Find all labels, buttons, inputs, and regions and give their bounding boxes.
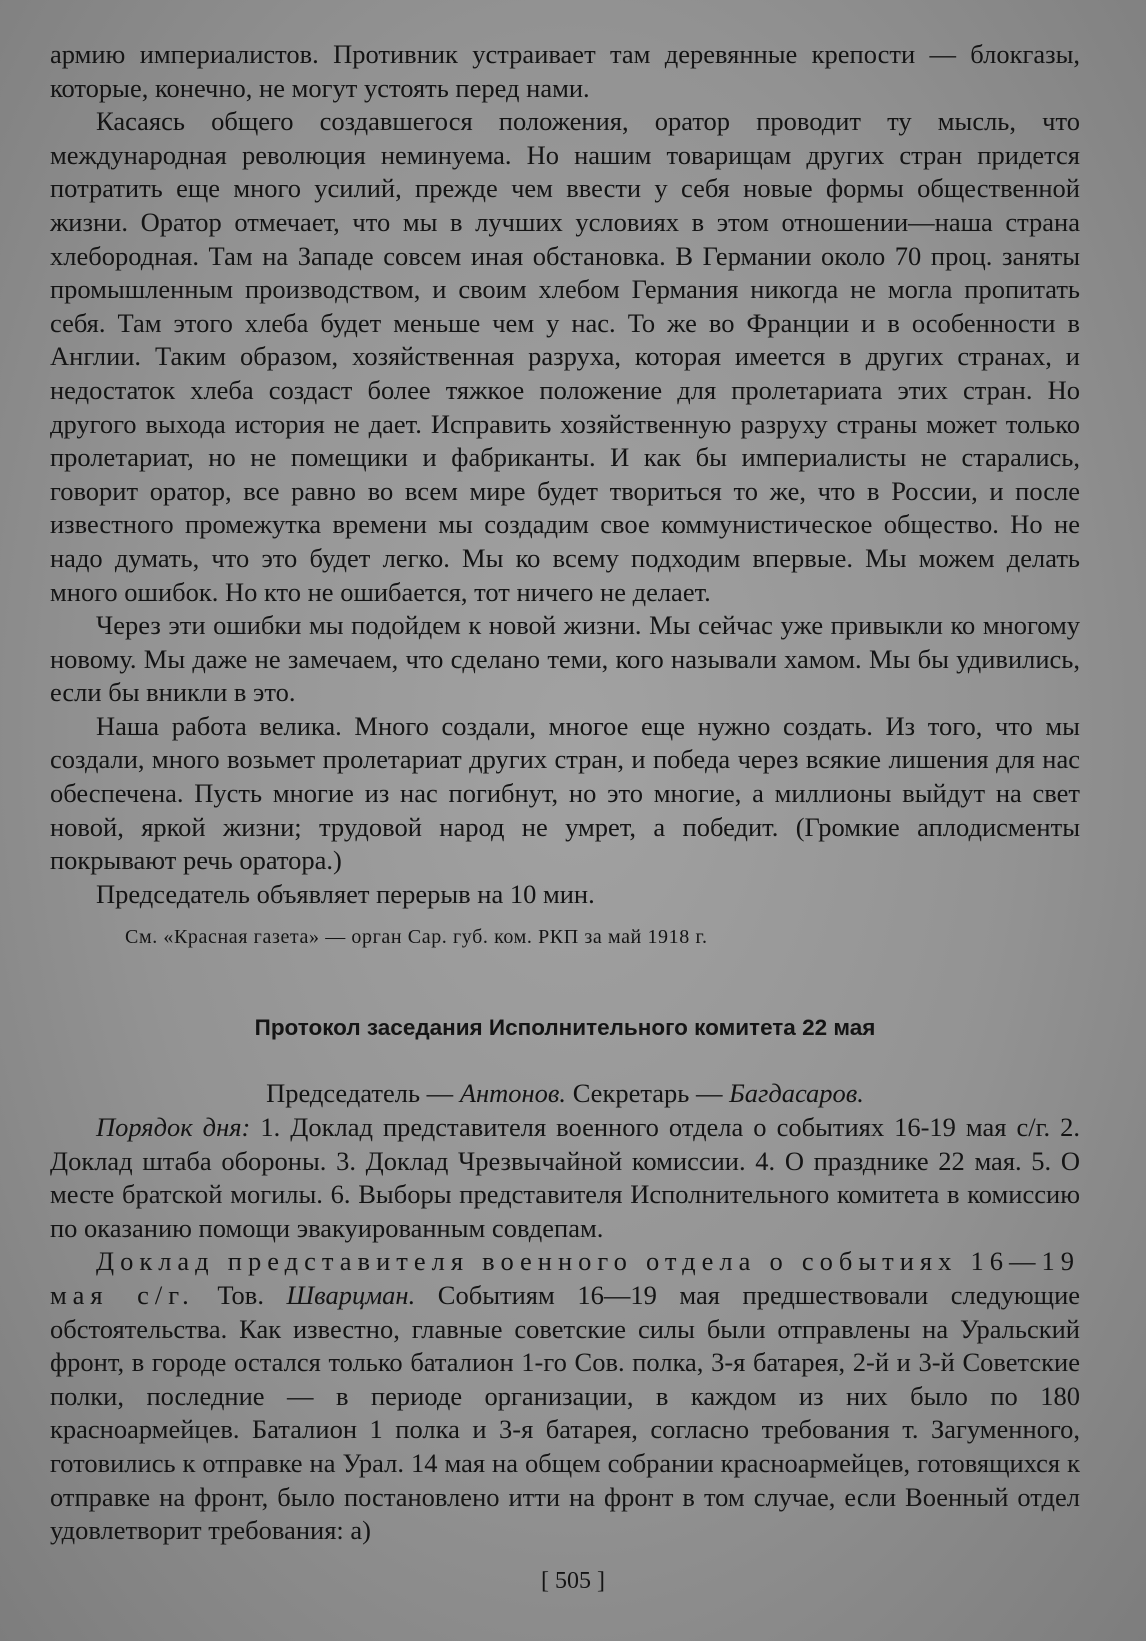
speech-paragraph-3: Через эти ошибки мы подойдем к новой жизни. Мы сейчас уже привыкли ко многому новому. Мы даже не замечаем, что сделано теми, кого называли хамом. Мы бы удивились, если бы вникли в это.: [50, 610, 1080, 708]
report-heading: Доклад представителя военного отдела о событиях 16—19 мая с/г.: [50, 1246, 1080, 1310]
speech-paragraph-5: Председатель объявляет перерыв на 10 мин.: [96, 878, 595, 909]
protocol-agenda: [50, 1111, 1080, 1245]
report-tov: Тов.: [217, 1280, 264, 1310]
report-text: Событиям 16—19 мая предшествовали следующие обстоятельства. Как известно, главные советские силы были отправлены на Уральский фронт, в городе остался только баталион 1-го Сов. полка, 3-я батарея, 2-й и 3-й Советские полки, последние — в периоде организации, в каждом из них было по 180 красноармейцев. Баталион 1 полка и 3-я батарея, согласно требования т. Загуменного, готовились к отправке на Урал. 14 мая на общем собрании красноармейцев, готовящихся к отправке на фронт, было постановлено итти на фронт в том случае, если Военный отдел удовлетворит требования: а): [50, 1280, 1081, 1546]
report-speaker: Шварцман.: [286, 1280, 416, 1310]
chairman-label: Председатель —: [266, 1078, 454, 1109]
military-report: [50, 1245, 1080, 1547]
speech-paragraph-2: Касаясь общего создавшегося положения, оратор проводит ту мысль, что международная революция неминуема. Но нашим товарищам других стран придется потратить еще много усилий, прежде чем ввести у себя новые формы общественной жизни. Оратор отмечает, что мы в лучших условиях в этом отношении—наша страна хлебородная. Там на Западе совсем иная обстановка. В Германии около 70 проц. заняты промышленным производством, и своим хлебом Германия никогда не могла пропитать себя. Там этого хлеба будет меньше чем у нас. То же во Франции и в особенности в Англии. Таким образом, хозяйственная разруха, которая имеется в других странах, и недостаток хлеба создаст более тяжкое положение для пролетариата этих стран. Но другого выхода история не дает. Исправить хозяйственную разруху страны может только пролетариат, но не помещики и фабриканты. И как бы империалисты не старались, говорит оратор, все равно во всем мире будет твориться то же, что в России, и после известного промежутка времени мы создадим свое коммунистическое общество. Но не надо думать, что это будет легко. Мы ко всему подходим впервые. Мы можем делать много ошибок. Но кто не ошибается, тот ничего не делает.: [50, 106, 1080, 607]
speech-paragraph-4: Наша работа велика. Много создали, многое еще нужно создать. Из того, что мы создали, много возьмет пролетариат других стран, и победа через всякие лишения для нас обеспечена. Пусть многие из нас погибнут, но это многие, а миллионы выйдут на свет новой, яркой жизни; трудовой народ не умрет, а победит. (Громкие аплодисменты покрывают речь оратора.): [50, 710, 1080, 876]
protocol-officers: [50, 1077, 1080, 1111]
source-citation: См. «Красная газета» — орган Сар. губ. ком. РКП за май 1918 г.: [125, 926, 708, 949]
page-number: [ 505 ]: [541, 1568, 605, 1594]
secretary-label: Секретарь —: [572, 1078, 723, 1109]
agenda-label: Порядок дня:: [96, 1112, 251, 1143]
agenda-text: 1. Доклад представителя военного отдела о событиях 16-19 мая с/г. 2. Доклад штаба обороны. 3. Доклад Чрезвычайной комиссии. 4. О празднике 22 мая. 5. О месте братской могилы. 6. Выборы представителя Исполнительного комитета в комиссию по оказанию помощи эвакуированным совдепам.: [50, 1112, 1080, 1243]
chairman-name: Антонов.: [459, 1078, 567, 1109]
protocol-title: Протокол заседания Исполнительного комитета 22 мая: [254, 1015, 876, 1041]
page-body: [50, 38, 1080, 1548]
secretary-name: Багдасаров.: [729, 1078, 864, 1109]
speech-paragraph-1: армию империалистов. Противник устраивает там деревянные крепости — блокгазы, которые, конечно, не могут устоять перед нами.: [50, 39, 1080, 103]
